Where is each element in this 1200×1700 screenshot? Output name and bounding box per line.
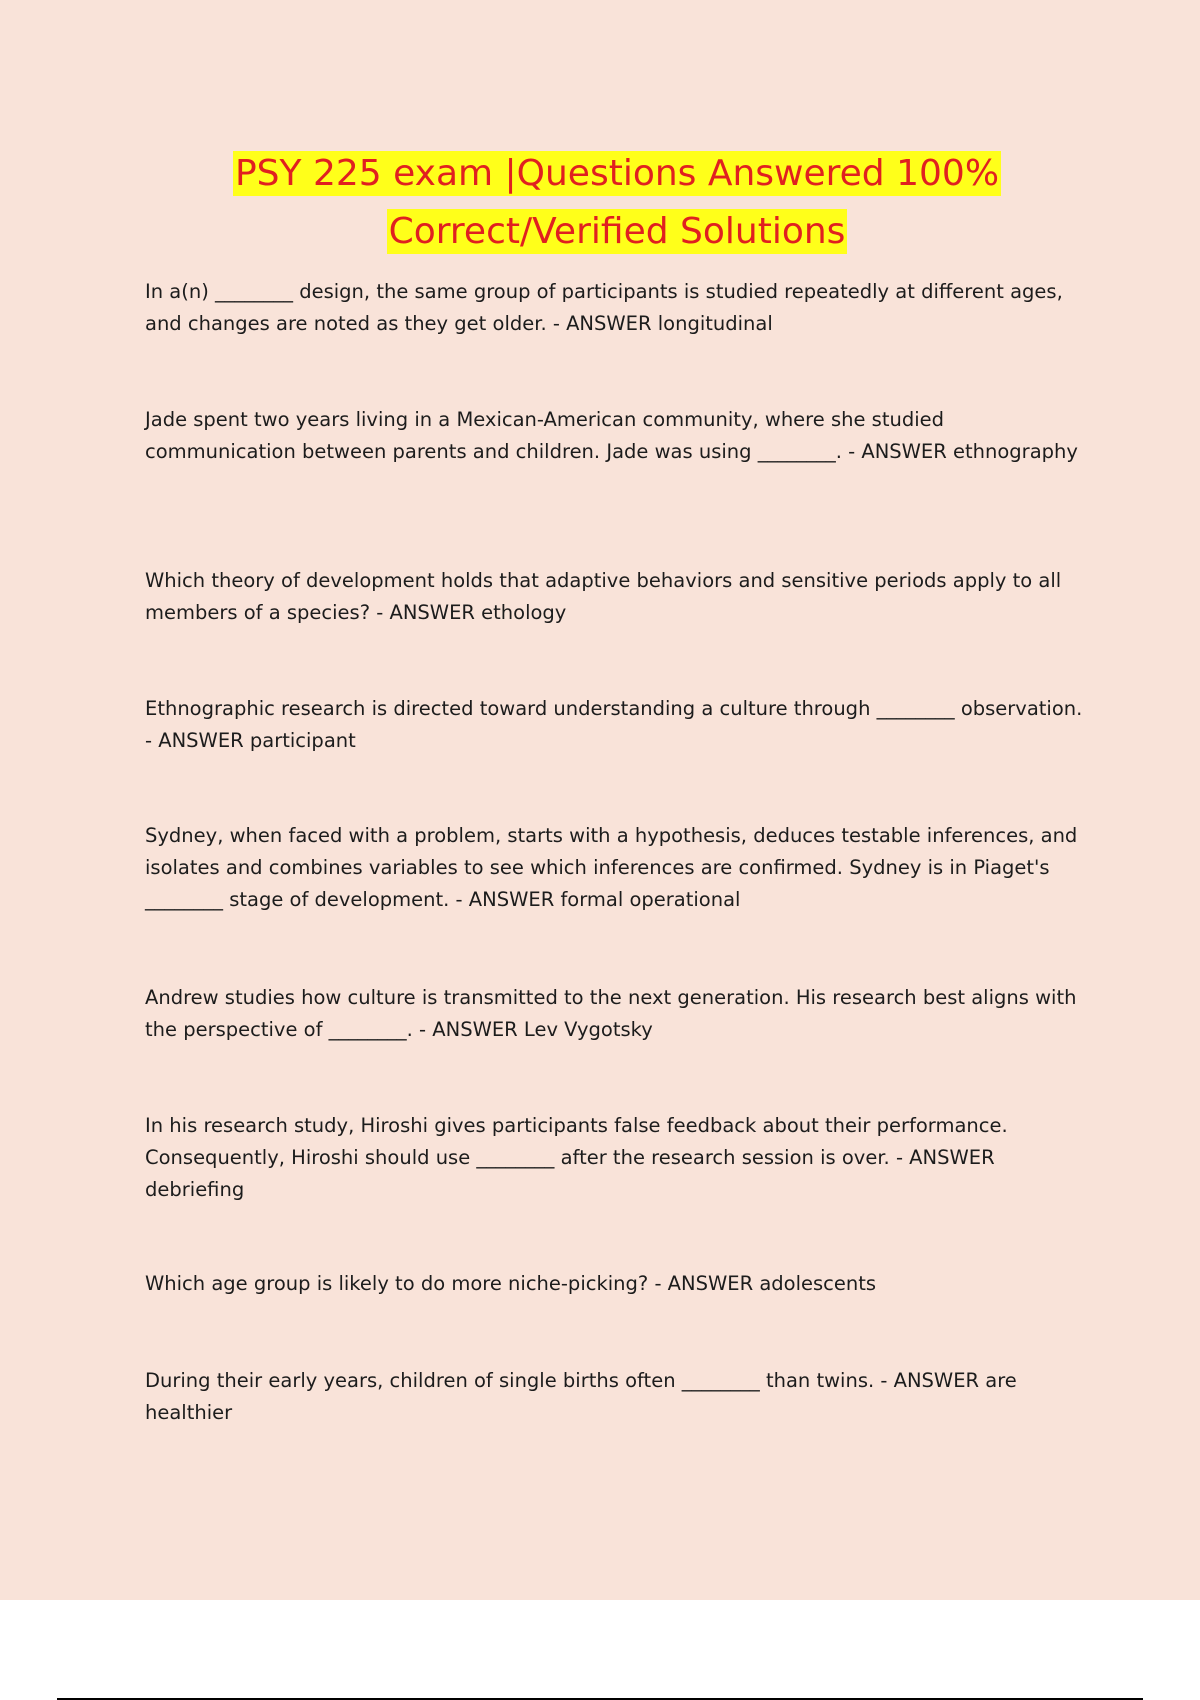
title-line-1: PSY 225 exam |Questions Answered 100% — [234, 153, 1000, 194]
qa-item-7: In his research study, Hiroshi gives participants false feedback about their performance. Consequently, Hiroshi should use ________ after the research session is over. - ANSWER debriefing — [145, 1114, 1008, 1201]
qa-item-8: Which age group is likely to do more niche-picking? - ANSWER adolescents — [145, 1272, 877, 1295]
qa-item-3: Which theory of development holds that adaptive behaviors and sensitive periods apply to all members of a species? - ANSWER ethology — [145, 569, 1062, 624]
title-line-2: Correct/Verified Solutions — [388, 211, 846, 252]
qa-item-4: Ethnographic research is directed toward understanding a culture through ________ observation. - ANSWER participant — [145, 697, 1083, 752]
qa-item-2: Jade spent two years living in a Mexican-American community, where she studied communication between parents and children. Jade was using ________. - ANSWER ethnography — [145, 408, 1078, 463]
qa-item-9: During their early years, children of single births often ________ than twins. - ANSWER are healthier — [145, 1369, 1017, 1424]
document-title — [0, 145, 1200, 261]
qa-item-6: Andrew studies how culture is transmitted to the next generation. His research best aligns with the perspective of ________. - ANSWER Lev Vygotsky — [145, 986, 1077, 1041]
qa-item-1: In a(n) ________ design, the same group of participants is studied repeatedly at different ages, and changes are noted as they get older. - ANSWER longitudinal — [145, 280, 1063, 335]
qa-item-5: Sydney, when faced with a problem, starts with a hypothesis, deduces testable inferences, and isolates and combines variables to see which inferences are confirmed. Sydney is in Piaget's ________ stage of development. - ANSWER formal operational — [145, 824, 1078, 911]
